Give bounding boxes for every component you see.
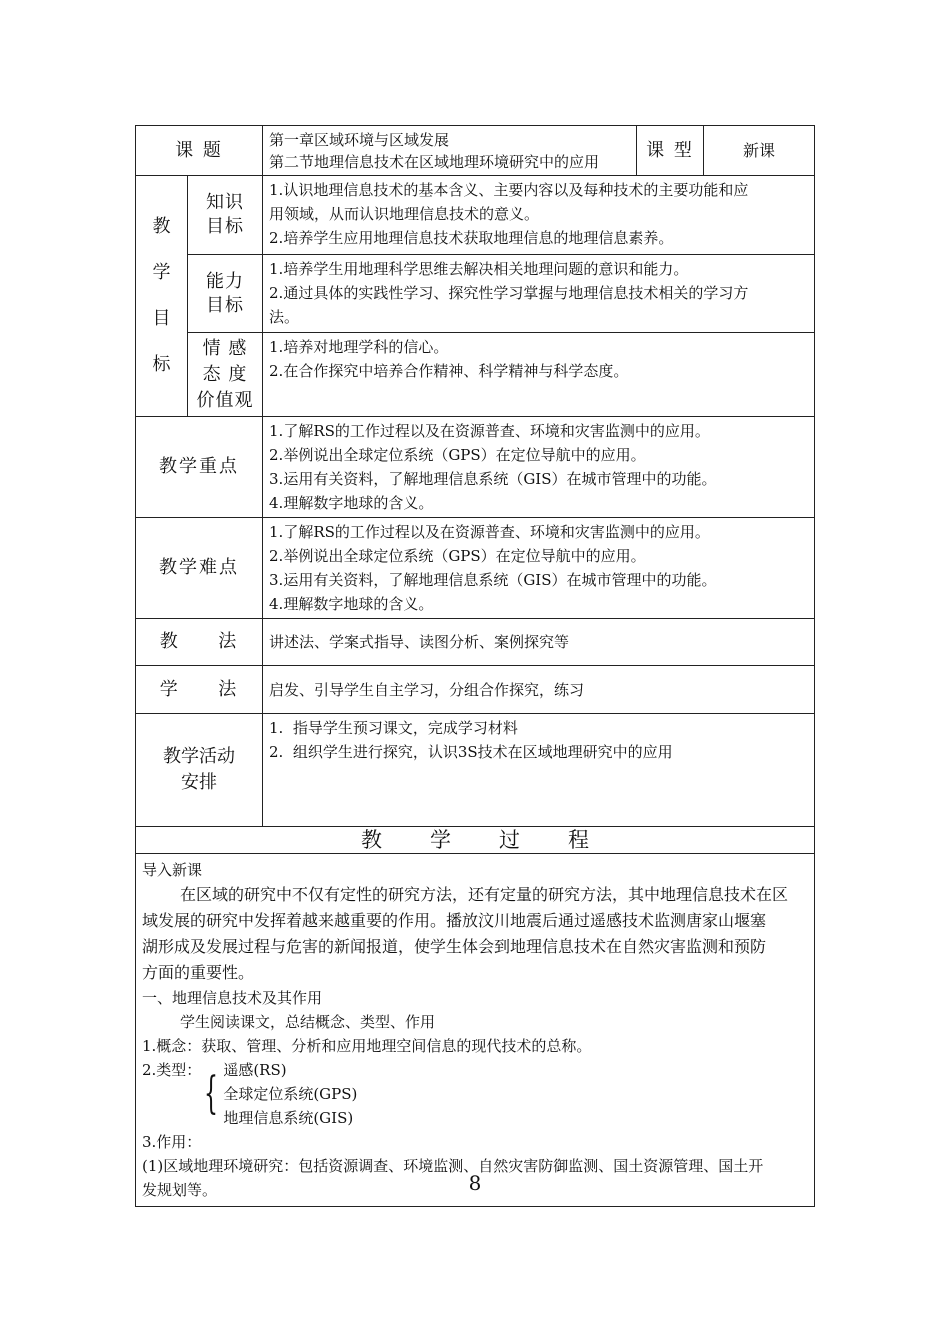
ability-goals: 1.培养学生用地理科学思维去解决相关地理问题的意识和能力。 2.通过具体的实践性学习、探究性学习掌握与地理信息技术相关的学习方 法。 [263, 255, 815, 333]
knowledge-label: 知识 目标 [188, 176, 263, 255]
topic-label: 课 题 [136, 126, 263, 176]
learning-method-label: 学 法 [136, 666, 263, 714]
key-points-label: 教学重点 [136, 417, 263, 518]
activities-label: 教学活动 安排 [136, 714, 263, 827]
emotion-goals: 1.培养对地理学科的信心。 2.在合作探究中培养合作精神、科学精神与科学态度。 [263, 333, 815, 417]
activities: 1. 指导学生预习课文，完成学习材料 2. 组织学生进行探究，认识3S技术在区域地理研究中的应用 [263, 714, 815, 827]
type-item: 全球定位系统(GPS) [223, 1085, 358, 1103]
teaching-method: 讲述法、学案式指导、读图分析、案例探究等 [263, 619, 815, 666]
types-label: 2.类型： [142, 1061, 202, 1079]
type-value: 新课 [704, 126, 815, 176]
effect-line: 发规划等。 [142, 1181, 218, 1199]
emotion-label: 情 感 态 度 价值观 [188, 333, 263, 417]
key-points: 1.了解RS的工作过程以及在资源普查、环境和灾害监测中的应用。 2.举例说出全球定位系统（GPS）在定位导航中的应用。 3.运用有关资料，了解地理信息系统（GIS）在城市管理中的功能。 4.理解数字地球的含义。 [263, 417, 815, 518]
difficulties: 1.了解RS的工作过程以及在资源普查、环境和灾害监测中的应用。 2.举例说出全球定位系统（GPS）在定位导航中的应用。 3.运用有关资料，了解地理信息系统（GIS）在城市管理中的功能。 4.理解数字地球的含义。 [263, 518, 815, 619]
effect-line: (1)区域地理环境研究：包括资源调查、环境监测、自然灾害防御监测、国土资源管理、国土开 [142, 1157, 764, 1175]
chapter-title: 第一章区域环境与区域发展 [269, 130, 450, 149]
page-number: 8 [468, 1171, 482, 1195]
process-body [136, 854, 815, 1207]
types-list [223, 1058, 357, 1130]
intro-heading: 导入新课 [142, 861, 203, 879]
process-title: 教学过程 [136, 827, 815, 854]
type-label: 课 型 [637, 126, 704, 176]
student-task: 学生阅读课文，总结概念、类型、作用 [180, 1013, 436, 1031]
lesson-plan-sheet [135, 125, 814, 1207]
intro-paragraph: 在区域的研究中不仅有定性的研究方法，还有定量的研究方法，其中地理信息技术在区 域发展的研究中发挥着越来越重要的作用。播放汶川地震后通过遥感技术监测唐家山堰塞 湖形成及发展过程与危害的新闻报道，使学生体会到地理信息技术在自然灾害监测和预防 方面的重要性。 [142, 885, 789, 982]
learning-method: 启发、引导学生自主学习，分组合作探究，练习 [263, 666, 815, 714]
types-block [142, 1058, 808, 1130]
section-heading-1: 一、地理信息技术及其作用 [142, 989, 323, 1007]
ability-label: 能力 目标 [188, 255, 263, 333]
difficulties-label: 教学难点 [136, 518, 263, 619]
goals-group-label: 教 学 目 标 [136, 176, 188, 417]
brace-icon: { [204, 1068, 219, 1119]
section-title: 第二节地理信息技术在区域地理环境研究中的应用 [269, 152, 600, 171]
type-item: 地理信息系统(GIS) [223, 1109, 354, 1127]
topic-cell [263, 126, 637, 176]
lesson-plan-table [135, 125, 815, 1207]
effect-label: 3.作用： [142, 1133, 202, 1151]
knowledge-goals: 1.认识地理信息技术的基本含义、主要内容以及每种技术的主要功能和应 用领域，从而认识地理信息技术的意义。 2.培养学生应用地理信息技术获取地理信息的地理信息素养。 [263, 176, 815, 255]
type-item: 遥感(RS) [223, 1061, 287, 1079]
concept-line: 1.概念：获取、管理、分析和应用地理空间信息的现代技术的总称。 [142, 1037, 592, 1055]
teaching-method-label: 教 法 [136, 619, 263, 666]
